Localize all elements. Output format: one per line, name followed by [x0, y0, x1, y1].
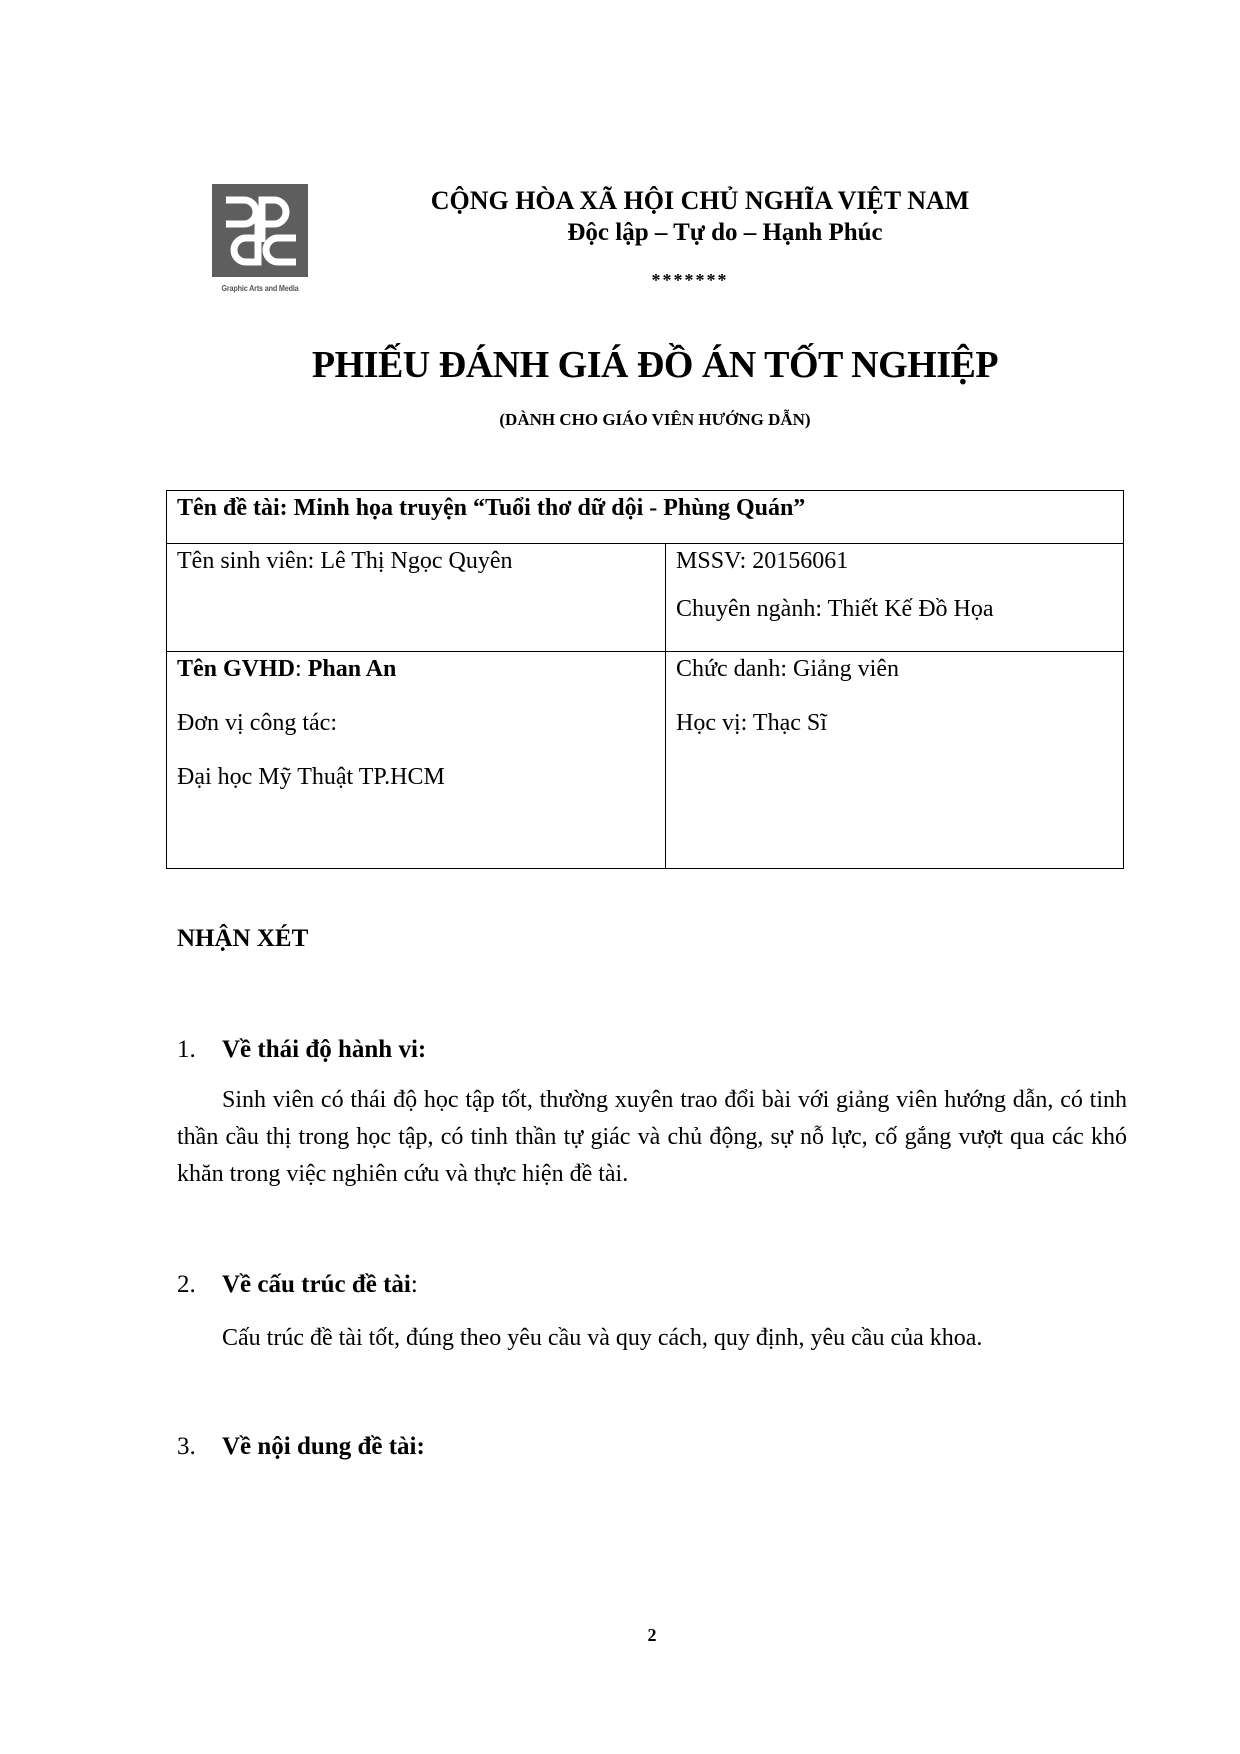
review-item-2-text: Cấu trúc đề tài tốt, đúng theo yêu cầu và quy cách, quy định, yêu cầu của khoa. — [222, 1325, 983, 1351]
major-label: Chuyên ngành: — [676, 596, 822, 622]
review-item-3-heading — [177, 1433, 425, 1461]
item-title: Về nội dung đề tài: — [222, 1433, 425, 1460]
advisor-cell — [167, 652, 666, 869]
position-label: Chức danh: — [676, 656, 787, 682]
advisor-label: Tên GVHD — [177, 656, 296, 682]
mssv-label: MSSV: — [676, 548, 747, 574]
student-label: Tên sinh viên: — [177, 548, 315, 574]
degree-value: Thạc Sĩ — [752, 710, 827, 736]
nation-heading: CỘNG HÒA XÃ HỘI CHỦ NGHĨA VIỆT NAM — [430, 186, 970, 215]
document-subtitle: (DÀNH CHO GIÁO VIÊN HƯỚNG DẪN) — [499, 410, 811, 429]
logo-caption: Graphic Arts and Media — [221, 283, 299, 293]
student-name: Lê Thị Ngọc Quyên — [320, 548, 513, 574]
review-heading: NHẬN XÉT — [177, 925, 309, 952]
topic-label: Tên đề tài: — [177, 495, 288, 521]
page-number: 2 — [647, 1625, 657, 1645]
item-title: Về thái độ hành vi: — [222, 1036, 427, 1063]
mssv-value: 20156061 — [752, 548, 849, 574]
review-item-1-text: Sinh viên có thái độ học tập tốt, thường xuyên trao đổi bài với giảng viên hướng dẫn, có tinh thần cầu thị trong học tập, có tinh thần tự giác và chủ động, sự nỗ lực, cố gắng vượt qua các khó khăn trong việc nghiên cứu và thực hiện đề tài. — [177, 1087, 1127, 1187]
table-row-topic — [167, 491, 1124, 544]
item-number: 3. — [177, 1433, 196, 1460]
advisor-title-cell — [666, 652, 1124, 869]
star-divider: ******* — [651, 270, 729, 290]
review-item-2-heading — [177, 1271, 418, 1299]
topic-value: Minh họa truyện “Tuổi thơ dữ dội - Phùng Quán” — [293, 495, 806, 521]
item-title: Về cấu trúc đề tài — [222, 1271, 411, 1298]
major-value: Thiết Kế Đồ Họa — [827, 596, 994, 622]
gam-monogram-icon — [212, 184, 308, 277]
position-value: Giảng viên — [793, 656, 899, 682]
student-id-cell — [666, 544, 1124, 652]
review-item-1-heading — [177, 1036, 426, 1064]
school-logo — [212, 184, 308, 277]
table-row-student — [167, 544, 1124, 652]
unit-label: Đơn vị công tác: — [177, 710, 337, 736]
item-number: 1. — [177, 1036, 196, 1063]
document-title: PHIẾU ĐÁNH GIÁ ĐỒ ÁN TỐT NGHIỆP — [311, 344, 999, 386]
advisor-colon: : — [295, 656, 302, 682]
project-info-table — [166, 490, 1124, 869]
national-motto: Độc lập – Tự do – Hạnh Phúc — [567, 219, 883, 246]
student-cell — [167, 544, 666, 652]
table-row-advisor — [167, 652, 1124, 869]
topic-cell — [167, 491, 1124, 544]
degree-label: Học vị: — [676, 710, 748, 736]
advisor-name: Phan An — [307, 656, 397, 682]
item-title-suffix: : — [410, 1271, 418, 1298]
item-number: 2. — [177, 1271, 196, 1298]
unit-value: Đại học Mỹ Thuật TP.HCM — [177, 764, 445, 790]
